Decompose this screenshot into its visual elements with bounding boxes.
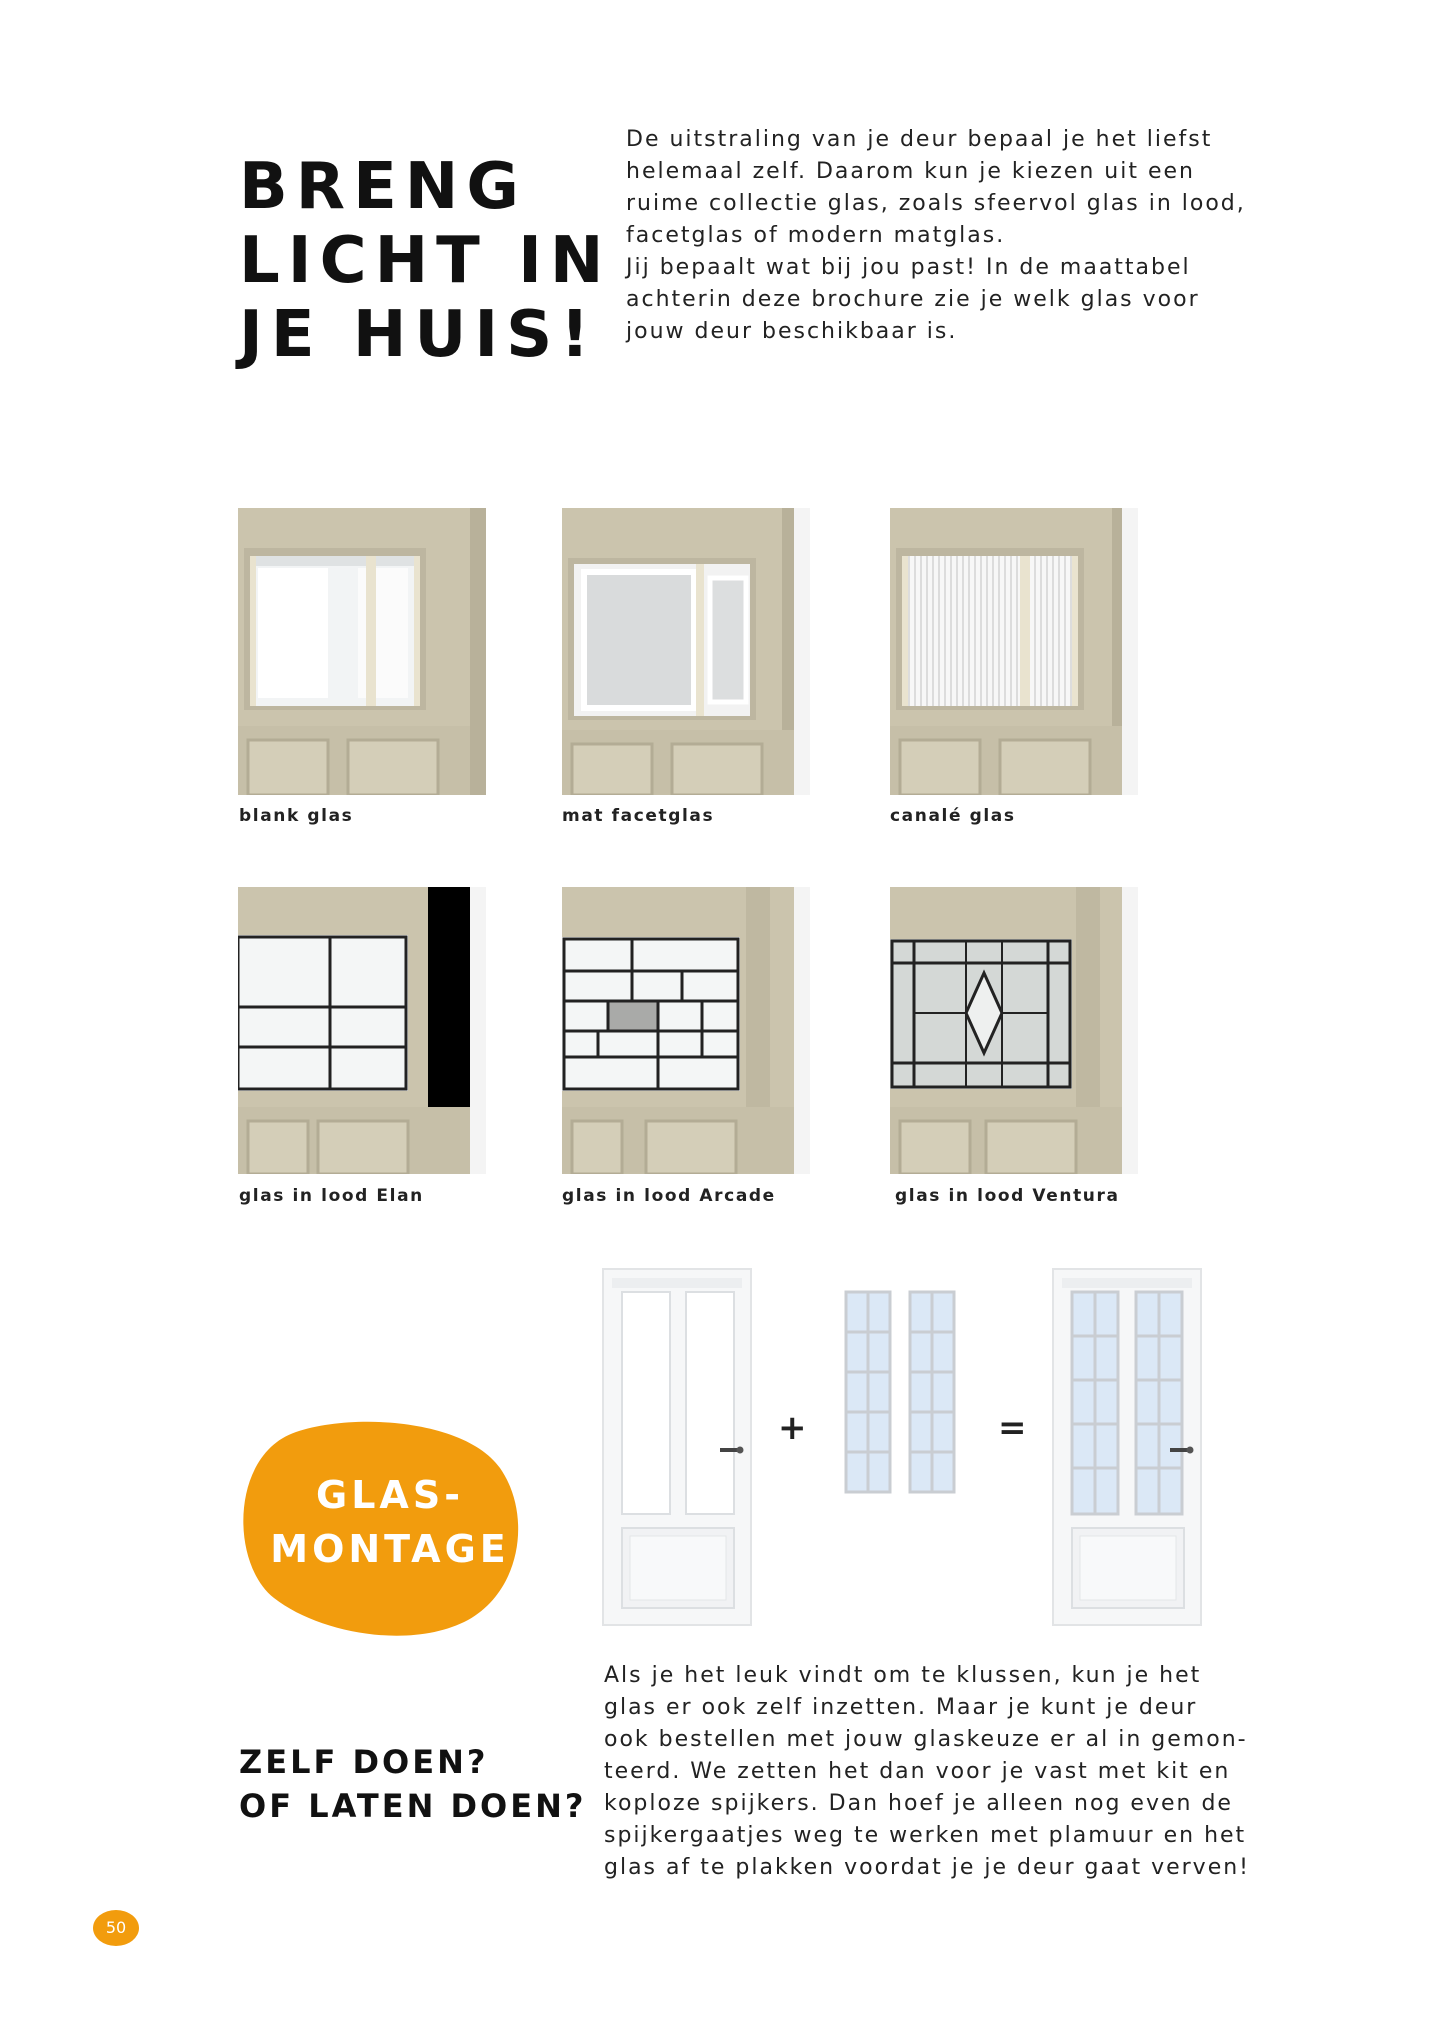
swatch-glas-in-lood-elan xyxy=(238,887,486,1174)
swatch-glas-in-lood-arcade xyxy=(562,887,810,1174)
glass-panel-left xyxy=(846,1292,890,1492)
caption-glas-in-lood-arcade: glas in lood Arcade xyxy=(562,1186,776,1206)
door-leaded-ventura-photo xyxy=(890,887,1138,1174)
door-leaded-elan-photo xyxy=(238,887,486,1174)
intro-paragraph: De uitstraling van je deur bepaal je het liefst helemaal zelf. Daarom kun je kiezen uit een ruime collectie glas, zoals sfeervol glas in lood, facetglas of modern matglas. Jij bepaalt wat bij jou past! In de maattabel achterin deze brochure zie je welk glas voor jouw deur beschikbaar is. xyxy=(626,127,1246,344)
equals-sign: = xyxy=(998,1408,1027,1448)
glass-panels-illustration xyxy=(838,1288,962,1496)
glass-panel-right xyxy=(910,1292,954,1492)
glasmontage-label: GLAS- MONTAGE xyxy=(270,1473,510,1571)
assembly-paragraph: Als je het leuk vindt om te klussen, kun je het glas er ook zelf inzetten. Maar je kunt je deur ook bestellen met jouw glaskeuze er al in gemon- teerd. We zetten het dan voor je vast met kit en koploze spijkers. Dan hoef je alleen nog even de spijkergaatjes weg te werken met plamuur en het glas af te plakken voordat je je deur gaat verven! xyxy=(604,1663,1251,1880)
caption-canale-glas: canalé glas xyxy=(890,806,1016,826)
door-blank-glass-photo xyxy=(238,508,486,795)
swatch-glas-in-lood-ventura xyxy=(890,887,1138,1174)
caption-glas-in-lood-elan: glas in lood Elan xyxy=(239,1186,424,1206)
swatch-blank-glas xyxy=(238,508,486,795)
page-number: 50 xyxy=(93,1910,139,1946)
page-title: BRENG LICHT IN JE HUIS! xyxy=(239,150,612,372)
door-leaded-arcade-photo xyxy=(562,887,810,1174)
swatch-canale-glas xyxy=(890,508,1138,795)
caption-blank-glas: blank glas xyxy=(239,806,354,826)
plus-sign: + xyxy=(778,1408,807,1448)
door-without-glass-illustration xyxy=(602,1268,752,1626)
door-with-glass-illustration xyxy=(1052,1268,1202,1626)
caption-glas-in-lood-ventura: glas in lood Ventura xyxy=(895,1186,1120,1206)
caption-mat-facetglas: mat facetglas xyxy=(562,806,715,826)
door-mat-facet-glass-photo xyxy=(562,508,810,795)
door-canale-glass-photo xyxy=(890,508,1138,795)
swatch-mat-facetglas xyxy=(562,508,810,795)
section-subheading: ZELF DOEN? OF LATEN DOEN? xyxy=(239,1743,587,1825)
